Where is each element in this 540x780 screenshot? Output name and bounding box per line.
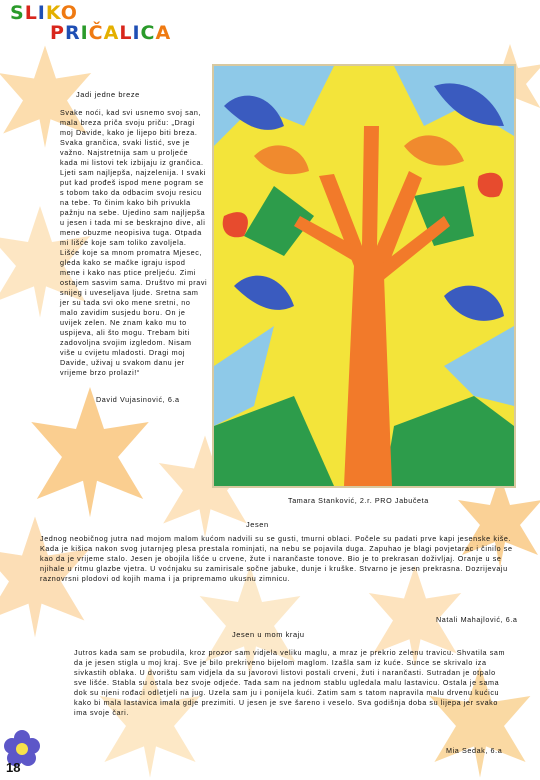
story-body: Jednog neobičnog jutra nad mojom malom kućom nadvili su se gusti, tmurni oblaci. Počele su padati prve kapi jesenske kiše. Kada je kišica nakon svog jutarnjeg plesa prestala rominjati, na nebu se pojavila duga. Zapuhao je blagi povjetarac i činilo se kao da je vrijeme stalo. Jesen je obojila lišće u crvene, žute i narančaste tonove. Bio je to prekrasan doživljaj. Oranje u se njihale u ritmu glazbe vjetra. U voćnjaku su zamirisale sočne jabuke, dunje i kruške. Stvarno je jesen prekrasna. Dozrijevaju raznovrsni plodovi od kojih mama i ja pripremamo ukusnu zimnicu. <box>40 534 513 583</box>
story-author: Mia Sedak, 6.a <box>446 746 503 755</box>
magazine-logo <box>4 2 172 48</box>
page-number: 18 <box>6 760 21 775</box>
story-author: David Vujasinović, 6.a <box>96 395 180 404</box>
story-body: Svake noći, kad svi usnemo svoj san, mala breza priča svoju priču: „Dragi moj Davide, kako je lijepo biti breza. Svaka grančica, svaki listić, sve je važno. Najstretnija sam u proljeće kada mi listovi tek izbijaju iz grančica. Ljeti sam najljepša, najzelenija. I svaki put kad prođeš ispod mene pogram se s tobom tako da odbacim svoju resicu na tebe. To činim kako bih privukla pažnju na sebe. Ujedino sam najljepša u jesen i tada mi se beskrajno dive, ali mene obuzme neopisiva tuga. Otpada mi lišće koje sam toliko zavoljela. Lišće koje sa mnom promatra Mjesec, gleda kako se mačke igraju ispod mene i kako nas ptice preljeću. Zimi ostajem sasvim sama. Društvo mi pravi snijeg i uveseljava ljude. Sretna sam jer su tada svi oko mene sretni, no malo zavidim susjedu boru. On je uvijek zelen. Ne znam kako mu to uspijeva, ali što mogu. Trebam biti zadovoljna svojim izgledom. Nisam više u cvijetu mladosti. Dragi moj Davide, uživaj u svakom danu jer vrijeme brzo prolazi!“ <box>60 108 208 377</box>
tree-painting <box>212 64 516 488</box>
story-title: Jesen u mom kraju <box>232 630 305 639</box>
logo-line-2: PRIČALICA <box>50 22 172 44</box>
story-author: Natali Mahajlović, 6.a <box>436 615 518 624</box>
tree-painting-image <box>214 66 514 486</box>
logo-line-1: SLIKO <box>10 2 78 24</box>
story-title: Jesen <box>246 520 269 529</box>
story-body: Jutros kada sam se probudila, kroz prozor sam vidjela veliku maglu, a mraz je prekrio zelenu travicu. Shvatila sam da je jesen stigla u moj kraj. Sve je bilo prekriveno bijelom maglom. Izašla sam iz kuće. Sunce se skrivalo iza sivkastih oblaka. U dvorištu sam vidjela da su javorovi listovi postali crveni, žuti i narančasti. Sutradan je otpalo sve lišće. Stabla su ostala bez svoje odjeće. Tada sam na jednom stablu ugledala malu lastavicu. Ostala je sama dok su njeni rođaci odletjeli na jug. Uzela sam ju i ponijela kući. Zatim sam s tatom napravila malu drvenu kućicu kako bi mala lastavica imala gdje prezimiti. U jesen je sve šareno i veselo. Sva godišnja doba su lijepa jer svako ima svoje čari. <box>74 648 506 717</box>
story-title: Jadi jedne breze <box>76 90 140 99</box>
painting-caption: Tamara Stanković, 2.r. PRO Jabučeta <box>288 496 429 505</box>
